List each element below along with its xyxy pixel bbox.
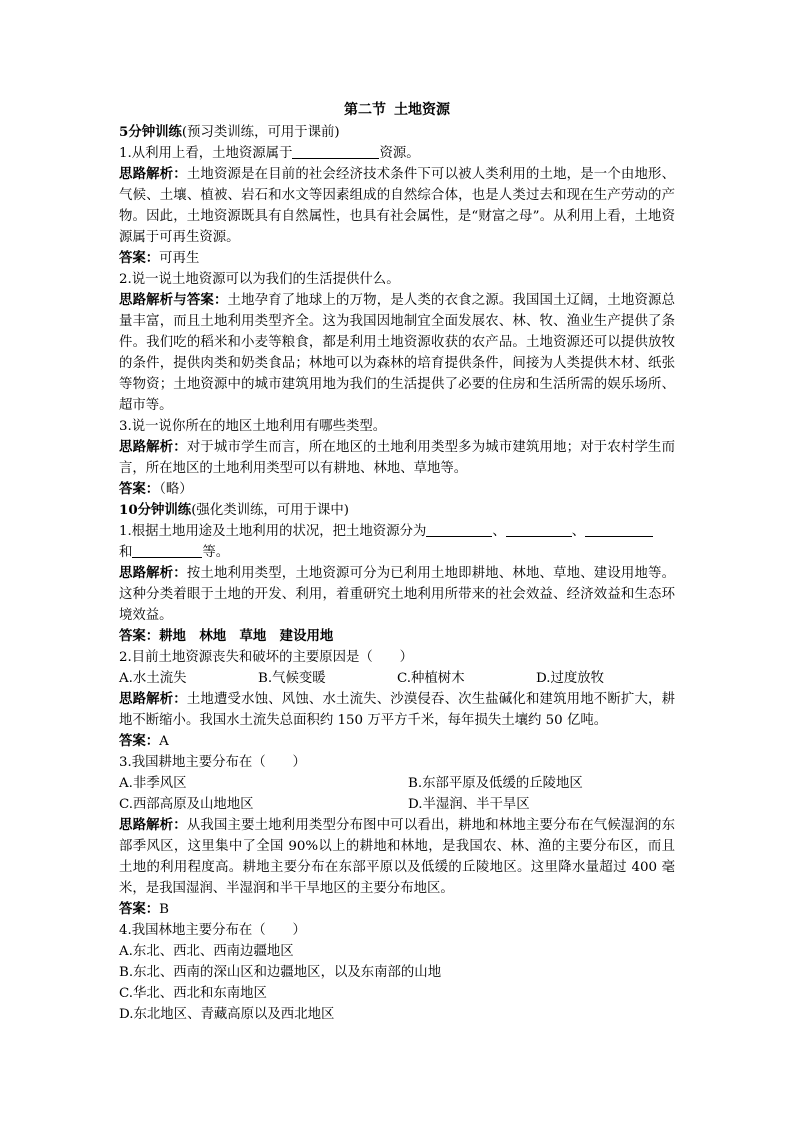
option-a: A.东北、西北、西南边疆地区 [119, 944, 294, 959]
answer-1-3: 答案：（略） [119, 481, 193, 497]
analysis-1-1: 思路解析：土地资源是在目前的社会经济技术条件下可以被人类利用的土地，是一个由地形、气候、土壤、植被、岩石和水文等因素组成的自然综合体，也是人类过去和现在生产劳动的产物。因此，土地资源既具有自然属性，也具有社会属性，是“财富之母”。从利用上看，土地资源属于可再生资源。 [119, 166, 675, 245]
answer-blank [132, 543, 202, 558]
section-heading-2: 10分钟训练(强化类训练，可用于课中) [119, 502, 349, 518]
answer-blank [506, 522, 572, 537]
option-b: B.东部平原及低缓的丘陵地区 [408, 776, 583, 791]
answer-blank [585, 522, 653, 537]
section-name: 土地资源 [394, 102, 450, 118]
question-2-1: 1.根据土地用途及土地利用的状况，把土地资源分为 、 、 和 等。 [119, 521, 675, 563]
answer-2-2: 答案：A [119, 733, 169, 749]
option-c: C.西部高原及山地地区 [119, 797, 254, 812]
answer-1-1: 答案：可再生 [119, 250, 200, 266]
options-2-2 [119, 668, 675, 689]
document-page [119, 100, 675, 1025]
answer-2-3: 答案：B [119, 901, 170, 917]
analysis-1-3: 思路解析：对于城市学生而言，所在地区的土地利用类型多为城市建筑用地；对于农村学生而言，所在地区的土地利用类型可以有耕地、林地、草地等。 [119, 439, 675, 476]
question-2-3: 3.我国耕地主要分布在（ ） [119, 755, 306, 770]
question-1-2: 2.说一说土地资源可以为我们的生活提供什么。 [119, 272, 400, 287]
section-heading-1: 5分钟训练(预习类训练，可用于课前) [119, 124, 340, 140]
option-c: C.种植树木 [397, 671, 465, 686]
option-d: D.过度放牧 [536, 671, 605, 686]
option-a: A.非季风区 [119, 776, 187, 791]
question-2-4: 4.我国林地主要分布在（ ） [119, 923, 306, 938]
options-2-3-row2 [119, 794, 675, 815]
option-c: C.华北、西北和东南地区 [119, 986, 267, 1001]
analysis-2-3: 思路解析：从我国主要土地利用类型分布图中可以看出，耕地和林地主要分布在气候湿润的东部季风区，这里集中了全国 90%以上的耕地和林地，是我国农、林、渔的主要分布区，而且土地的利用程度高。耕地主要分布在东部平原以及低缓的丘陵地区。这里降水量超过 400 毫米，是我国湿润、半湿润和半干旱地区的主要分布地区。 [119, 817, 675, 896]
analysis-answer-1-2: 思路解析与答案：土地孕育了地球上的万物，是人类的衣食之源。我国国土辽阔，土地资源总量丰富，而且土地利用类型齐全。这为我国因地制宜全面发展农、林、牧、渔业生产提供了条件。我们吃的稻米和小麦等粮食，都是利用土地资源收获的农产品。土地资源还可以提供放牧的条件，提供肉类和奶类食品；林地可以为森林的培育提供条件，间接为人类提供木材、纸张等物资；土地资源中的城市建筑用地为我们的生活提供了必要的住房和生活所需的娱乐场所、超市等。 [119, 292, 676, 413]
question-1-3: 3.说一说你所在的地区土地利用有哪些类型。 [119, 419, 387, 434]
answer-blank [426, 522, 492, 537]
options-2-3-row1 [119, 773, 675, 794]
option-a: A.水土流失 [119, 671, 187, 686]
question-1-1: 1.从利用上看，土地资源属于 资源。 [119, 146, 420, 161]
analysis-2-2: 思路解析：土地遭受水蚀、风蚀、水土流失、沙漠侵吞、次生盐碱化和建筑用地不断扩大，耕地不断缩小。我国水土流失总面积约 150 万平方千米，每年损失土壤约 50 亿吨。 [119, 691, 675, 728]
option-d: D.半湿润、半干旱区 [408, 797, 530, 812]
option-b: B.东北、西南的深山区和边疆地区，以及东南部的山地 [119, 965, 442, 980]
analysis-2-1: 思路解析：按土地利用类型，土地资源可分为已利用土地即耕地、林地、草地、建设用地等。这种分类着眼于土地的开发、利用，着重研究土地利用所带来的社会效益、经济效益和生态环境效益。 [119, 565, 675, 623]
page-title [119, 100, 675, 121]
answer-blank [292, 144, 379, 159]
option-d: D.东北地区、青藏高原以及西北地区 [119, 1007, 335, 1022]
question-2-2: 2.目前土地资源丧失和破坏的主要原因是（ ） [119, 650, 413, 665]
section-number: 第二节 [344, 102, 386, 118]
answer-2-1: 答案：耕地 林地 草地 建设用地 [119, 628, 334, 644]
option-b: B.气候变暖 [258, 671, 326, 686]
